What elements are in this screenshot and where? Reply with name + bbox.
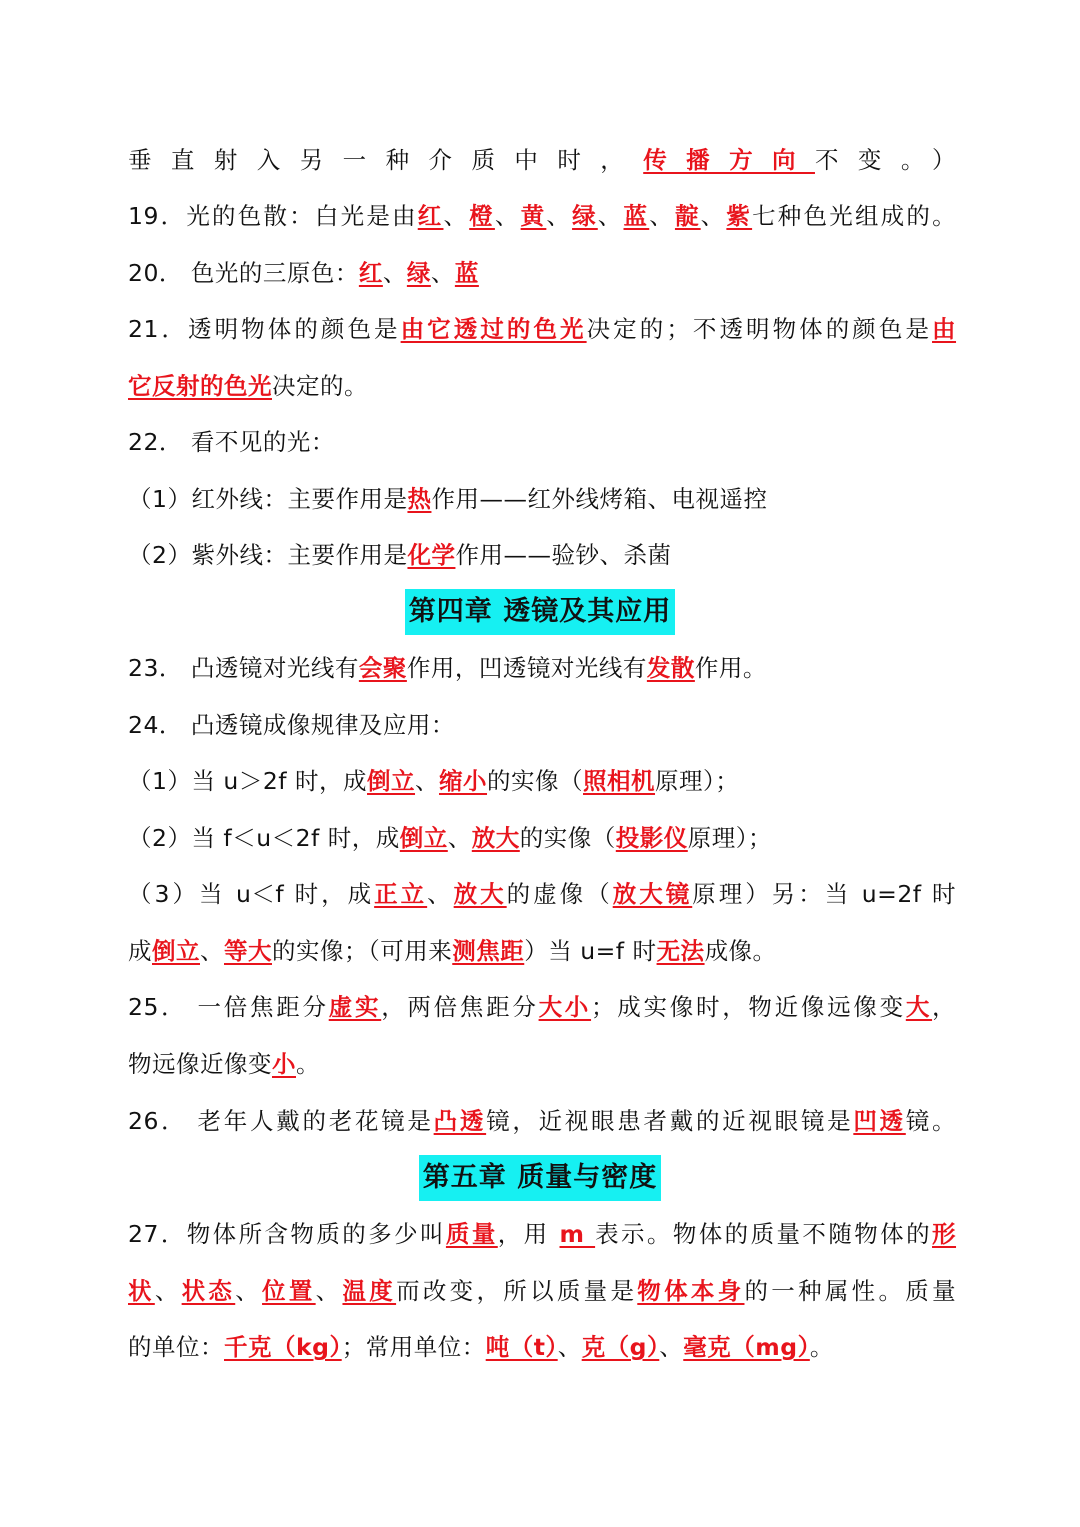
line-text: 、 xyxy=(597,202,624,230)
line-text: 、 xyxy=(557,1333,582,1361)
line-text: 、 xyxy=(200,937,224,965)
text-line xyxy=(128,308,956,350)
line-text: 、 xyxy=(427,880,454,908)
line-text: 原理）； xyxy=(655,767,740,795)
answer-text: 毫克（mg） xyxy=(683,1333,810,1361)
answer-text: 凹透 xyxy=(853,1107,906,1135)
answer-text: 由它透过的色光 xyxy=(400,315,587,343)
answer-text: 状态 xyxy=(181,1277,236,1305)
answer-text: 放大 xyxy=(453,880,507,908)
answer-text: 会聚 xyxy=(358,654,407,682)
line-text: 、 xyxy=(235,1277,263,1305)
line-text: 23． 凸透镜对光线有 xyxy=(128,654,359,682)
line-text: 物远像近像变 xyxy=(128,1050,272,1078)
text-line xyxy=(128,873,956,915)
answer-text: 传播方向 xyxy=(643,146,815,174)
line-text: 26． 老年人戴的老花镜是 xyxy=(128,1107,434,1135)
answer-text: 温度 xyxy=(342,1277,397,1305)
text-line xyxy=(128,139,956,181)
line-text: 、 xyxy=(447,824,472,852)
answer-text: 放大镜 xyxy=(612,880,693,908)
line-text: 的实像；（可用来 xyxy=(272,937,453,965)
line-text: 而改变，所以质量是 xyxy=(396,1277,638,1305)
line-text: 、 xyxy=(154,1277,182,1305)
line-text: 、 xyxy=(649,202,675,230)
answer-text: 它反射的色光 xyxy=(128,372,272,400)
line-text: 垂直射入另一种介质中时， xyxy=(128,146,644,174)
answer-text: 绿 xyxy=(572,202,598,230)
answer-text: 绿 xyxy=(406,259,431,287)
line-text: 的虚像（ xyxy=(506,880,613,908)
line-text: 的单位： xyxy=(128,1333,224,1361)
line-text: 。 xyxy=(296,1050,320,1078)
answer-text: 紫 xyxy=(726,202,753,230)
line-text: 21．透明物体的颜色是 xyxy=(128,315,401,343)
line-text: 20． 色光的三原色： xyxy=(128,259,359,287)
line-text: 七种色光组成的。 xyxy=(752,202,957,230)
line-text: 、 xyxy=(659,1333,684,1361)
answer-text: 化学 xyxy=(407,541,456,569)
line-text: 25． 一倍焦距分 xyxy=(128,993,329,1021)
answer-text: 小 xyxy=(272,1050,296,1078)
line-text: 的实像（ xyxy=(519,824,616,852)
answer-text: 质量 xyxy=(445,1220,498,1248)
text-line xyxy=(128,930,956,972)
line-text: 24． 凸透镜成像规律及应用： xyxy=(128,711,455,739)
line-text: 镜。 xyxy=(905,1107,957,1135)
line-text: （2）当 f＜u＜2f 时，成 xyxy=(128,824,400,852)
line-text: 。 xyxy=(809,1333,834,1361)
text-line xyxy=(128,647,956,689)
text-line xyxy=(128,421,956,463)
line-text: 27．物体所含物质的多少叫 xyxy=(128,1220,446,1248)
answer-text: 位置 xyxy=(262,1277,316,1305)
line-text: ；常用单位： xyxy=(341,1333,486,1361)
answer-text: 正立 xyxy=(374,880,428,908)
answer-text: 吨（t） xyxy=(485,1333,558,1361)
answer-text: 蓝 xyxy=(454,259,479,287)
line-text: （1）红外线：主要作用是 xyxy=(128,485,408,513)
answer-text: 投影仪 xyxy=(615,824,688,852)
line-text: 不变。） xyxy=(814,146,957,174)
line-text: 成像。 xyxy=(704,937,777,965)
line-text: （3）当 u＜f 时，成 xyxy=(128,880,375,908)
answer-text: 倒立 xyxy=(152,937,200,965)
text-line xyxy=(128,817,956,859)
text-line xyxy=(128,986,956,1028)
answer-text: 红 xyxy=(358,259,383,287)
line-text: ）当 u=f 时 xyxy=(524,937,657,965)
line-text: 、 xyxy=(443,202,470,230)
line-text: 决定的。 xyxy=(272,372,368,400)
line-text: 作用——红外线烤箱、电视遥控 xyxy=(431,485,768,513)
line-text: 镜，近视眼患者戴的近视眼镜是 xyxy=(486,1107,854,1135)
line-text: 、 xyxy=(430,259,455,287)
line-text: 、 xyxy=(494,202,521,230)
answer-text: 由 xyxy=(932,315,957,343)
answer-text: 倒立 xyxy=(367,767,416,795)
text-line xyxy=(128,252,956,294)
answer-text: 黄 xyxy=(520,202,547,230)
answer-text: 大小 xyxy=(538,993,592,1021)
answer-text: 靛 xyxy=(674,202,701,230)
line-text: 作用——验钞、杀菌 xyxy=(455,541,672,569)
line-text: 、 xyxy=(415,767,440,795)
text-line xyxy=(128,534,956,576)
line-text: 作用，凹透镜对光线有 xyxy=(406,654,647,682)
answer-text: 放大 xyxy=(471,824,520,852)
chapter-title: 第五章 质量与密度 xyxy=(419,1155,661,1201)
answer-text: 形 xyxy=(932,1220,957,1248)
line-text: （2）紫外线：主要作用是 xyxy=(128,541,408,569)
line-text: 的一种属性。质量 xyxy=(744,1277,957,1305)
answer-text: 状 xyxy=(128,1277,155,1305)
line-text: 、 xyxy=(700,202,727,230)
text-line xyxy=(128,1326,956,1368)
answer-text: 缩小 xyxy=(439,767,488,795)
line-text: （1）当 u＞2f 时，成 xyxy=(128,767,368,795)
line-text: 表示。物体的质量不随物体的 xyxy=(595,1220,933,1248)
chapter-heading xyxy=(0,1155,1080,1201)
line-text: 、 xyxy=(382,259,407,287)
line-text: 、 xyxy=(546,202,573,230)
answer-text: 倒立 xyxy=(399,824,448,852)
answer-text: 等大 xyxy=(224,937,272,965)
line-text: ，两倍焦距分 xyxy=(381,993,539,1021)
line-text: ；成实像时，物近像远像变 xyxy=(591,993,906,1021)
answer-text: 红 xyxy=(417,202,444,230)
answer-text: m xyxy=(559,1220,596,1248)
line-text: ，用 xyxy=(497,1220,560,1248)
answer-text: 物体本身 xyxy=(637,1277,745,1305)
text-line xyxy=(128,365,956,407)
chapter-title: 第四章 透镜及其应用 xyxy=(405,589,675,635)
text-line xyxy=(128,1213,956,1255)
text-line xyxy=(128,1270,956,1312)
answer-text: 热 xyxy=(407,485,432,513)
line-text: 的实像（ xyxy=(487,767,584,795)
line-text: 决定的；不透明物体的颜色是 xyxy=(586,315,933,343)
answer-text: 虚实 xyxy=(328,993,382,1021)
text-line xyxy=(128,760,956,802)
line-text: 原理）另：当 u=2f 时 xyxy=(692,880,957,908)
answer-text: 千克（kg） xyxy=(224,1333,342,1361)
answer-text: 克（g） xyxy=(581,1333,660,1361)
line-text: 作用。 xyxy=(694,654,767,682)
answer-text: 照相机 xyxy=(583,767,656,795)
line-text: 成 xyxy=(128,937,152,965)
chapter-heading xyxy=(0,589,1080,635)
line-text: 19．光的色散：白光是由 xyxy=(128,202,418,230)
answer-text: 橙 xyxy=(469,202,495,230)
answer-text: 测焦距 xyxy=(452,937,525,965)
answer-text: 无法 xyxy=(656,937,705,965)
text-line xyxy=(128,1100,956,1142)
answer-text: 凸透 xyxy=(433,1107,487,1135)
answer-text: 发散 xyxy=(646,654,695,682)
text-line xyxy=(128,1043,956,1085)
line-text: ， xyxy=(932,993,957,1021)
answer-text: 蓝 xyxy=(623,202,650,230)
line-text: 、 xyxy=(315,1277,343,1305)
line-text: 22． 看不见的光： xyxy=(128,428,335,456)
line-text: 原理）； xyxy=(687,824,773,852)
answer-text: 大 xyxy=(905,993,933,1021)
text-line xyxy=(128,704,956,746)
text-line xyxy=(128,478,956,520)
text-line xyxy=(128,195,956,237)
